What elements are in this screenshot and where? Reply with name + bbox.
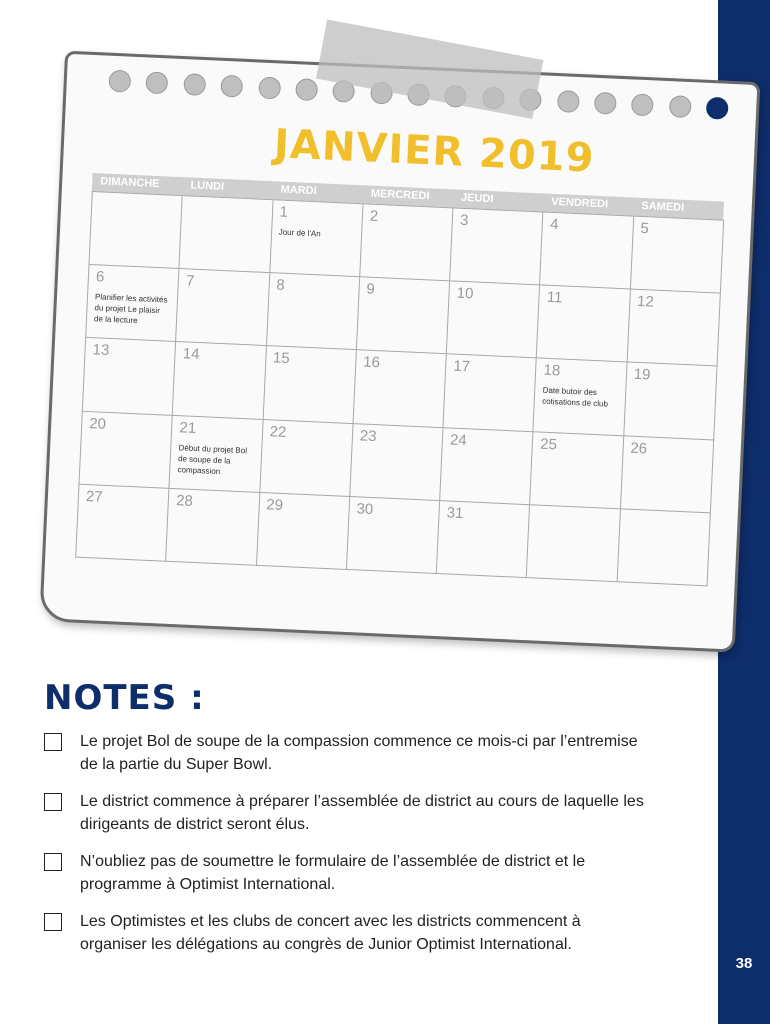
- day-number: 30: [356, 500, 374, 518]
- day-number: 3: [459, 211, 469, 230]
- day-number: 2: [369, 207, 379, 226]
- note-checkbox[interactable]: [44, 733, 62, 751]
- calendar-paper: [39, 51, 760, 653]
- weekday-label: MERCREDI: [370, 187, 430, 203]
- calendar-day-cell: [353, 351, 447, 428]
- weekday-label: VENDREDI: [550, 195, 609, 211]
- calendar: [40, 51, 755, 647]
- binder-hole: [556, 90, 579, 113]
- note-item: [44, 790, 644, 836]
- calendar-day-cell: [76, 485, 170, 562]
- calendar-day-cell: [257, 493, 351, 570]
- note-text: Les Optimistes et les clubs de concert avec les districts commencent à organiser les délégations au congrès de Junior Optimist International.: [80, 913, 581, 953]
- note-item: [44, 850, 644, 896]
- day-number: 25: [539, 435, 558, 453]
- calendar-day-cell: [80, 411, 174, 488]
- calendar-day-cell: [350, 424, 444, 501]
- calendar-day-cell: [267, 273, 361, 350]
- note-text: Le projet Bol de soupe de la compassion commence ce mois-ci par l’entremise de la partie du Super Bowl.: [80, 733, 638, 773]
- note-checkbox[interactable]: [44, 913, 62, 931]
- calendar-grid: [75, 191, 724, 586]
- day-number: 24: [449, 431, 468, 449]
- day-number: 6: [95, 268, 105, 286]
- day-number: 27: [85, 487, 104, 506]
- day-number: 22: [269, 422, 287, 441]
- binder-hole: [295, 78, 318, 101]
- page-number: 38: [735, 955, 753, 972]
- calendar-day-cell: [621, 436, 715, 513]
- weekday-label: JEUDI: [460, 191, 494, 206]
- day-number: 14: [182, 345, 200, 364]
- day-number: 23: [359, 427, 377, 445]
- calendar-day-cell: [444, 355, 538, 432]
- binder-hole: [594, 92, 617, 115]
- calendar-day-cell: [360, 204, 454, 281]
- calendar-day-cell: [631, 217, 725, 294]
- calendar-day-cell: [527, 505, 621, 582]
- note-checkbox[interactable]: [44, 853, 62, 871]
- calendar-day-cell: [170, 416, 264, 493]
- weekday-label: LUNDI: [190, 179, 225, 193]
- calendar-day-cell: [624, 363, 718, 440]
- binder-hole: [631, 93, 654, 116]
- calendar-day-cell: [530, 432, 624, 509]
- day-number: 31: [446, 504, 464, 522]
- day-number: 28: [175, 491, 194, 510]
- note-item: [44, 730, 644, 776]
- binder-hole: [108, 70, 131, 93]
- note-text: N’oubliez pas de soumettre le formulaire de l’assemblée de district et le programme à Optimist International.: [80, 853, 586, 893]
- calendar-day-cell: [617, 509, 711, 586]
- binder-hole: [668, 95, 691, 118]
- binder-hole: [706, 97, 729, 120]
- day-number: 19: [633, 366, 651, 384]
- calendar-day-cell: [534, 359, 628, 436]
- weekday-label: SAMEDI: [641, 199, 685, 214]
- calendar-day-cell: [437, 501, 531, 578]
- note-checkbox[interactable]: [44, 793, 62, 811]
- day-number: 8: [275, 276, 286, 295]
- note-text: Le district commence à préparer l’assemblée de district au cours de laquelle les dirigeants de district seront élus.: [80, 793, 644, 833]
- calendar-day-cell: [447, 282, 541, 359]
- calendar-day-cell: [627, 290, 721, 367]
- binder-hole: [183, 73, 206, 96]
- day-number: 11: [546, 288, 563, 307]
- calendar-day-cell: [537, 286, 631, 363]
- day-number: 10: [456, 284, 474, 303]
- day-number: 21: [179, 418, 197, 437]
- calendar-day-cell: [540, 213, 634, 290]
- day-number: 12: [636, 293, 655, 311]
- day-number: 29: [265, 496, 284, 514]
- binder-hole: [146, 71, 169, 94]
- day-number: 9: [366, 280, 376, 299]
- calendar-day-cell: [450, 208, 544, 285]
- day-number: 7: [185, 272, 195, 290]
- day-number: 20: [88, 414, 107, 433]
- calendar-day-cell: [270, 200, 364, 277]
- calendar-day-cell: [357, 277, 451, 354]
- calendar-day-cell: [89, 192, 183, 269]
- weekday-label: DIMANCHE: [100, 175, 160, 191]
- day-number: 26: [630, 439, 648, 458]
- calendar-day-cell: [260, 420, 354, 497]
- calendar-day-cell: [347, 497, 441, 574]
- day-number: 17: [452, 357, 471, 376]
- day-note: Début du projet Bol de soupe de la compassion: [177, 442, 248, 476]
- day-note: Date butoir des cotisations de club: [541, 386, 609, 410]
- binder-hole: [258, 76, 281, 99]
- calendar-day-cell: [176, 269, 270, 346]
- calendar-day-cell: [180, 196, 274, 273]
- binder-hole: [220, 75, 243, 98]
- day-number: 5: [640, 219, 650, 238]
- note-item: [44, 910, 644, 956]
- calendar-day-cell: [83, 338, 177, 415]
- day-note: Jour de l'An: [278, 227, 321, 239]
- notes-title: NOTES :: [44, 678, 205, 718]
- day-note: Planifier les activités du projet Le plaisir de la lecture: [93, 292, 168, 326]
- calendar-day-cell: [173, 342, 267, 419]
- notes-list: [44, 730, 644, 970]
- calendar-day-cell: [166, 489, 260, 566]
- calendar-day-cell: [86, 265, 180, 342]
- weekday-label: MARDI: [280, 183, 317, 198]
- calendar-day-cell: [440, 428, 534, 505]
- calendar-day-cell: [263, 346, 357, 423]
- day-number: 1: [279, 203, 289, 221]
- calendar-title: JANVIER 2019: [273, 121, 596, 182]
- day-number: 13: [92, 341, 110, 360]
- day-number: 4: [549, 215, 559, 234]
- day-number: 15: [272, 349, 291, 368]
- day-number: 16: [362, 353, 381, 372]
- day-number: 18: [543, 362, 561, 380]
